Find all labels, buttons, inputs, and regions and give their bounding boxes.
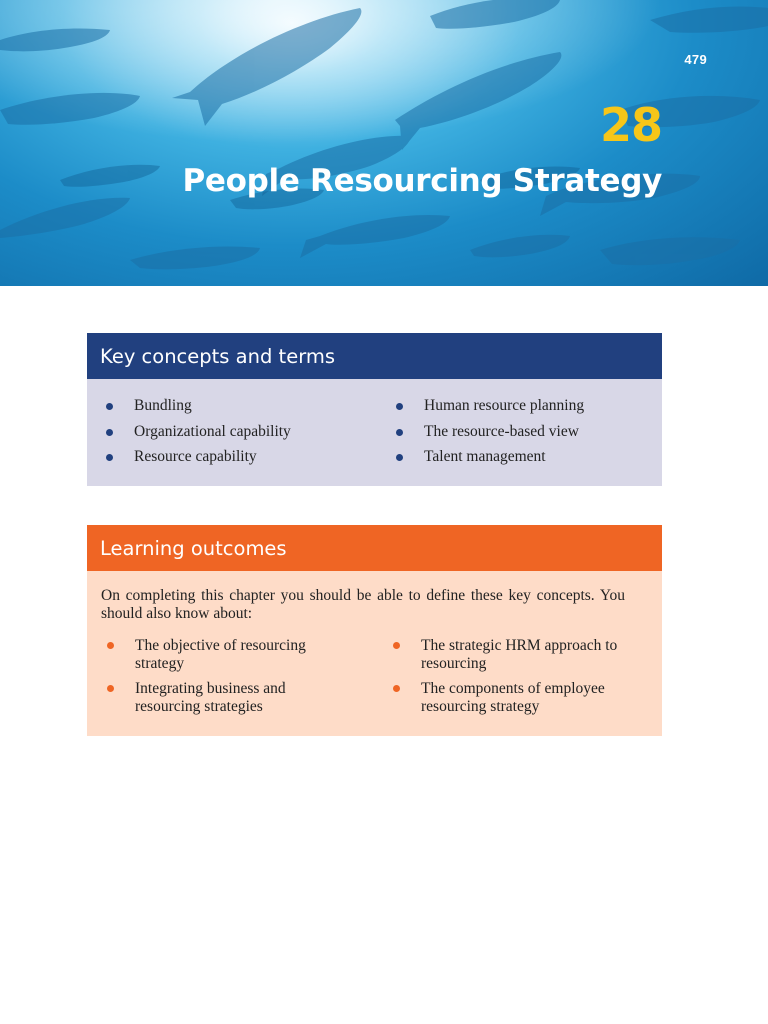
key-concepts-heading: Key concepts and terms: [87, 333, 662, 379]
learning-outcomes-intro: On completing this chapter you should be able to define these key concepts. You should also know about:: [101, 587, 625, 622]
bullet-icon: [107, 685, 114, 692]
key-concepts-right-list: [396, 395, 584, 472]
list-item: [396, 395, 584, 421]
chapter-number: 28: [599, 98, 662, 152]
key-concepts-body: [87, 379, 662, 486]
chapter-banner: [0, 0, 768, 286]
key-concepts-left-list: [106, 395, 291, 472]
learning-outcomes-left-list: [107, 637, 337, 723]
bullet-icon: [396, 454, 403, 461]
learning-outcomes-body: [87, 571, 662, 736]
learning-outcomes-right-list: [393, 637, 633, 723]
list-item: [106, 446, 291, 472]
bullet-icon: [396, 429, 403, 436]
list-item: [396, 421, 584, 447]
list-item-line: resourcing strategies: [135, 698, 263, 715]
page-number: 479: [684, 52, 707, 67]
list-item-text: The resource-based view: [424, 422, 579, 440]
list-item-text: Talent management: [424, 448, 546, 466]
bullet-icon: [106, 403, 113, 410]
list-item-line: The strategic HRM approach to: [421, 637, 618, 654]
list-item-line: The components of employee: [421, 680, 605, 697]
chapter-title: People Resourcing Strategy: [182, 163, 662, 199]
bullet-icon: [106, 429, 113, 436]
list-item: [107, 637, 337, 673]
list-item-text: Human resource planning: [424, 397, 585, 414]
list-item-line: Integrating business and: [135, 680, 286, 697]
list-item: [393, 680, 633, 716]
bullet-icon: [107, 642, 114, 649]
key-concepts-box: [87, 333, 662, 486]
learning-outcomes-box: [87, 525, 662, 736]
list-item-line: resourcing strategy: [421, 698, 540, 715]
bullet-icon: [106, 454, 113, 461]
bullet-icon: [393, 642, 400, 649]
bullet-icon: [396, 403, 403, 410]
list-item-line: The objective of resourcing: [135, 637, 306, 654]
list-item: [396, 446, 584, 472]
list-item: [393, 637, 633, 673]
list-item: [107, 680, 337, 716]
bullet-icon: [393, 685, 400, 692]
list-item-text: Resource capability: [134, 448, 257, 466]
learning-outcomes-heading: Learning outcomes: [87, 525, 662, 571]
list-item-text: Bundling: [134, 397, 192, 414]
list-item-text: Organizational capability: [134, 422, 291, 440]
list-item-line: resourcing: [421, 655, 487, 672]
list-item-line: strategy: [135, 655, 185, 672]
list-item: [106, 395, 291, 421]
list-item: [106, 421, 291, 447]
